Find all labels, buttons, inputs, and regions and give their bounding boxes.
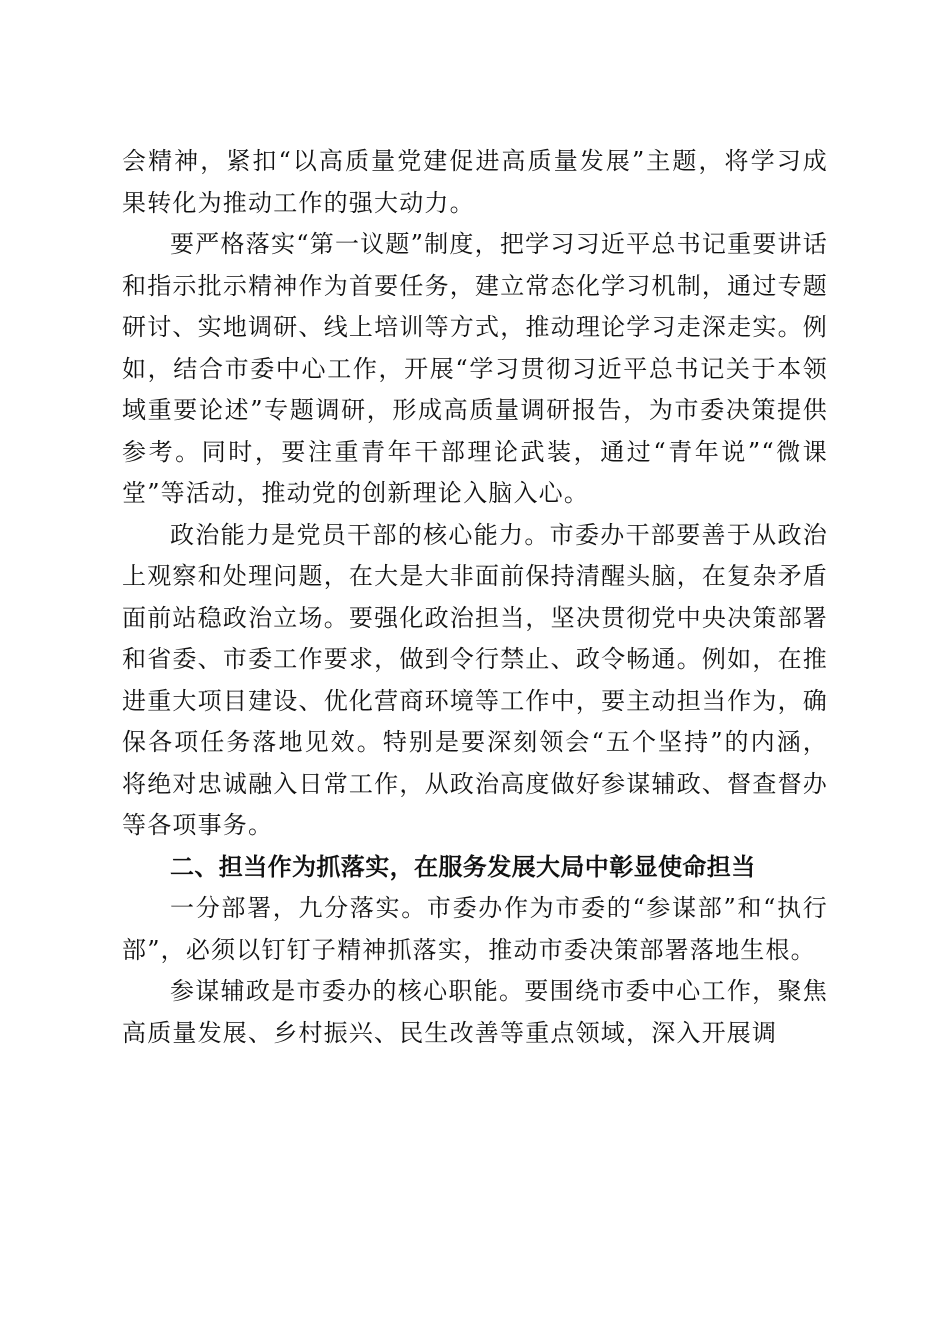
paragraph-continuation: 会精神，紧扣“以高质量党建促进高质量发展”主题，将学习成果转化为推动工作的强大动力。 [122, 147, 828, 217]
paragraph-implementation: 一分部署，九分落实。市委办作为市委的“参谋部”和“执行部”，必须以钉钉子精神抓落实，推动市委决策部署落地生根。 [122, 894, 828, 964]
document-body [122, 141, 828, 1054]
paragraph-first-agenda: 要严格落实“第一议题”制度，把学习习近平总书记重要讲话和指示批示精神作为首要任务，建立常态化学习机制，通过专题研讨、实地调研、线上培训等方式，推动理论学习走深走实。例如，结合市委中心工作，开展“学习贯彻习近平总书记关于本领域重要论述”专题调研，形成高质量调研报告，为市委决策提供参考。同时，要注重青年干部理论武装，通过“青年说”“微课堂”等活动，推动党的创新理论入脑入心。 [122, 230, 828, 507]
section-heading: 二、担当作为抓落实，在服务发展大局中彰显使命担当 [170, 852, 756, 881]
paragraph-advisory-role: 参谋辅政是市委办的核心职能。要围绕市委中心工作，聚焦高质量发展、乡村振兴、民生改善等重点领域，深入开展调 [122, 977, 828, 1047]
paragraph-political-ability: 政治能力是党员干部的核心能力。市委办干部要善于从政治上观察和处理问题，在大是大非面前保持清醒头脑，在复杂矛盾面前站稳政治立场。要强化政治担当，坚决贯彻党中央决策部署和省委、市委工作要求，做到令行禁止、政令畅通。例如，在推进重大项目建设、优化营商环境等工作中，要主动担当作为，确保各项任务落地见效。特别是要深刻领会“五个坚持”的内涵，将绝对忠诚融入日常工作，从政治高度做好参谋辅政、督查督办等各项事务。 [122, 520, 828, 839]
